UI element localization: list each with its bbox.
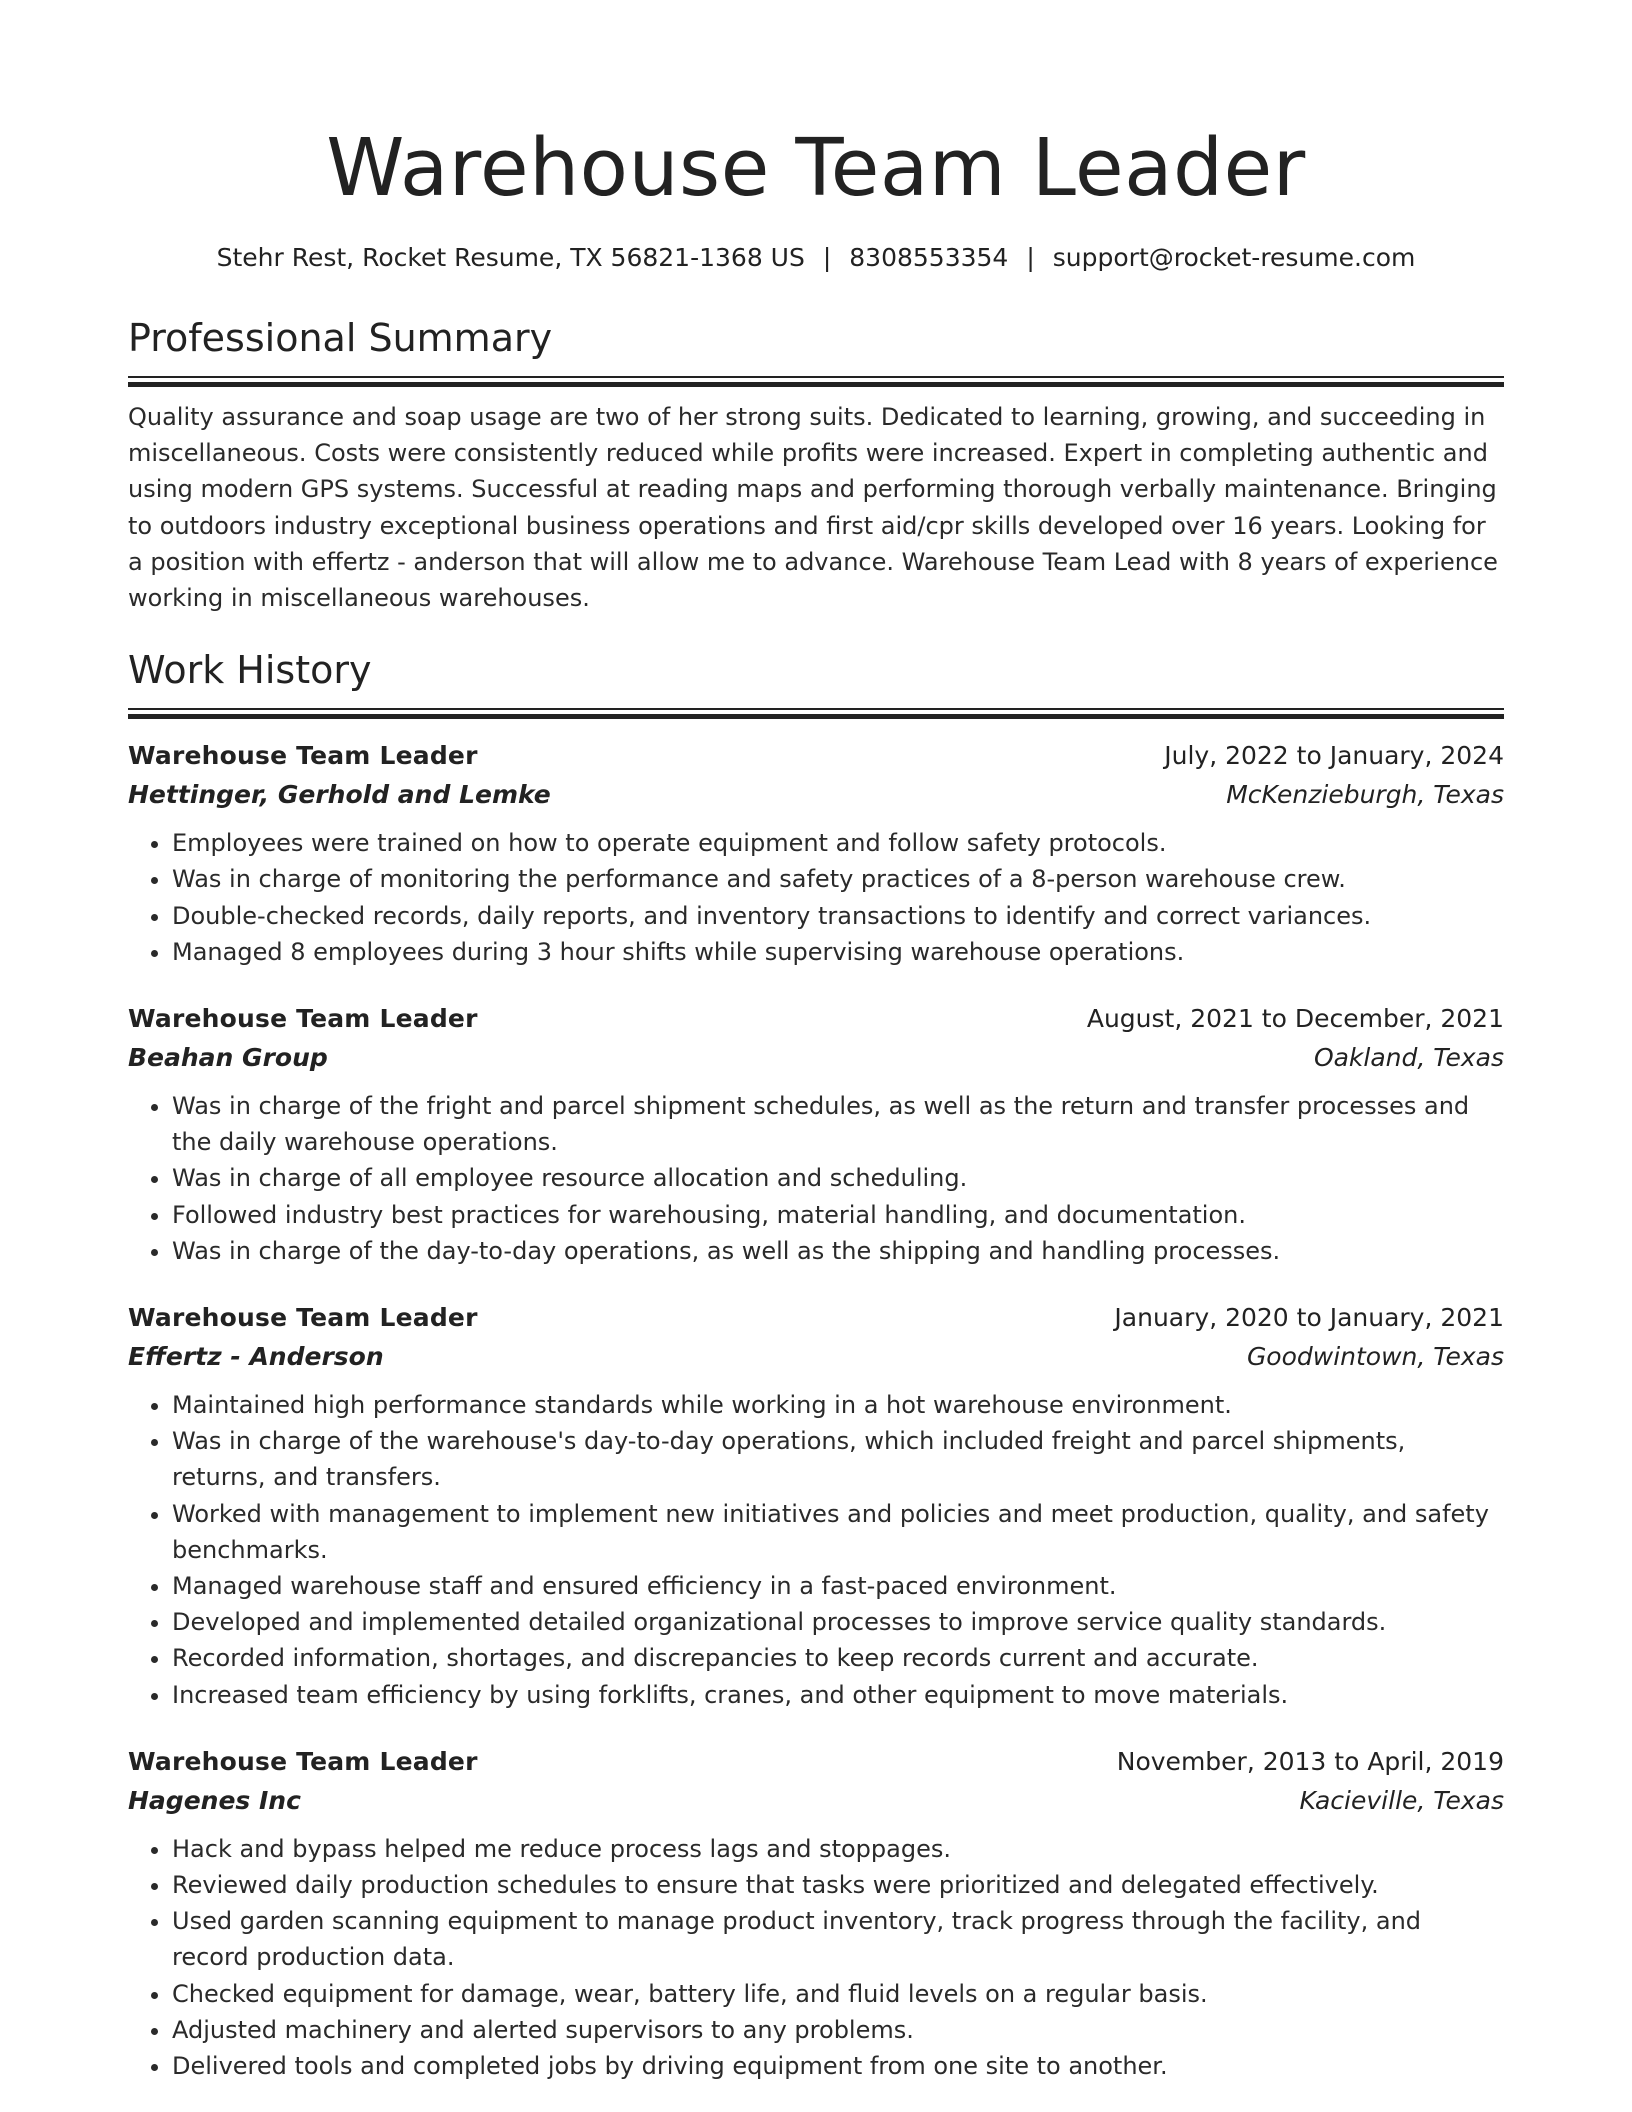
resume-name: Warehouse Team Leader xyxy=(326,122,1306,214)
job-title: Warehouse Team Leader xyxy=(128,1004,478,1034)
contact-line xyxy=(128,240,1504,276)
summary-text: Quality assurance and soap usage are two of her strong suits. Dedicated to learning, growing, and succeeding in miscellaneous. Costs were consistently reduced while profits were increased. Expert in completing authentic and using modern GPS systems. Successful at reading maps and performing thorough verbally maintenance. Bringing to outdoors industry exceptional business operations and first aid/cpr skills developed over 16 years. Looking for a position with effertz - anderson that will allow me to advance. Warehouse Team Lead with 8 years of experience working in miscellaneous warehouses. xyxy=(128,403,1498,613)
job-entry xyxy=(128,1743,1504,2084)
job-company-row xyxy=(128,775,1504,815)
job-location: Oakland, Texas xyxy=(1313,1043,1504,1073)
job-dates: January, 2020 to January, 2021 xyxy=(1114,1303,1504,1333)
job-company-row xyxy=(128,1038,1504,1078)
contact-phone: 8308553354 xyxy=(849,243,1009,272)
job-bullets xyxy=(128,1387,1504,1713)
job-location: Goodwintown, Texas xyxy=(1246,1342,1504,1372)
job-entry xyxy=(128,737,1504,970)
job-bullet: • Developed and implemented detailed organizational processes to improve service quality standards. xyxy=(172,1604,1504,1640)
job-bullet: • Followed industry best practices for warehousing, material handling, and documentation. xyxy=(172,1197,1504,1233)
job-bullet: • Recorded information, shortages, and discrepancies to keep records current and accurate. xyxy=(172,1640,1504,1676)
job-bullet: • Double-checked records, daily reports, and inventory transactions to identify and correct variances. xyxy=(172,898,1504,934)
job-bullet: • Employees were trained on how to operate equipment and follow safety protocols. xyxy=(172,825,1504,861)
job-bullet: • Was in charge of the warehouse's day-to-day operations, which included freight and parcel shipments, returns, and transfers. xyxy=(172,1423,1504,1495)
job-bullet: • Adjusted machinery and alerted supervisors to any problems. xyxy=(172,2012,1504,2048)
job-company-row xyxy=(128,1337,1504,1377)
job-bullet: • Was in charge of monitoring the performance and safety practices of a 8-person warehouse crew. xyxy=(172,861,1504,897)
section-heading: Work History xyxy=(128,648,372,693)
job-title: Warehouse Team Leader xyxy=(128,741,478,771)
job-bullet: • Was in charge of the fright and parcel shipment schedules, as well as the return and transfer processes and the daily warehouse operations. xyxy=(172,1088,1504,1160)
job-title: Warehouse Team Leader xyxy=(128,1303,478,1333)
job-company: Effertz - Anderson xyxy=(128,1342,384,1372)
job-entry xyxy=(128,1299,1504,1713)
job-bullet: • Increased team efficiency by using forklifts, cranes, and other equipment to move materials. xyxy=(172,1677,1504,1713)
job-dates: July, 2022 to January, 2024 xyxy=(1164,741,1504,771)
job-company: Hagenes Inc xyxy=(128,1785,301,1815)
job-dates: November, 2013 to April, 2019 xyxy=(1116,1746,1504,1776)
contact-address: Stehr Rest, Rocket Resume, TX 56821-1368 US xyxy=(216,243,805,272)
job-title: Warehouse Team Leader xyxy=(128,1746,478,1776)
job-bullets xyxy=(128,825,1504,970)
job-company-row xyxy=(128,1781,1504,1821)
job-company: Hettinger, Gerhold and Lemke xyxy=(128,780,551,810)
job-bullet: • Reviewed daily production schedules to ensure that tasks were prioritized and delegated effectively. xyxy=(172,1867,1504,1903)
job-location: McKenzieburgh, Texas xyxy=(1226,780,1504,810)
job-bullet: • Used garden scanning equipment to manage product inventory, track progress through the facility, and record production data. xyxy=(172,1903,1504,1975)
job-header-row xyxy=(128,737,1504,775)
job-bullet: • Managed 8 employees during 3 hour shifts while supervising warehouse operations. xyxy=(172,934,1504,970)
section-divider xyxy=(128,708,1504,719)
job-bullet: • Was in charge of all employee resource allocation and scheduling. xyxy=(172,1160,1504,1196)
work-history-section xyxy=(128,646,1504,2084)
job-header-row xyxy=(128,1743,1504,1781)
job-company: Beahan Group xyxy=(128,1043,328,1073)
job-bullet: • Hack and bypass helped me reduce process lags and stoppages. xyxy=(172,1831,1504,1867)
contact-email: support@rocket-resume.com xyxy=(1052,243,1416,272)
section-heading: Professional Summary xyxy=(128,316,553,360)
professional-summary-section xyxy=(128,314,1504,616)
job-bullet: • Maintained high performance standards while working in a hot warehouse environment. xyxy=(172,1387,1504,1423)
job-bullet: • Was in charge of the day-to-day operations, as well as the shipping and handling processes. xyxy=(172,1233,1504,1269)
section-divider xyxy=(128,376,1504,387)
job-bullet: • Checked equipment for damage, wear, battery life, and fluid levels on a regular basis. xyxy=(172,1976,1504,2012)
job-bullet: • Managed warehouse staff and ensured efficiency in a fast-paced environment. xyxy=(172,1568,1504,1604)
job-bullet: • Worked with management to implement new initiatives and policies and meet production, quality, and safety benchmarks. xyxy=(172,1496,1504,1568)
job-header-row xyxy=(128,1299,1504,1337)
job-header-row xyxy=(128,1000,1504,1038)
job-bullets xyxy=(128,1831,1504,2084)
job-bullet: • Delivered tools and completed jobs by driving equipment from one site to another. xyxy=(172,2048,1504,2084)
contact-separator: | xyxy=(822,243,832,272)
contact-separator: | xyxy=(1026,243,1035,272)
job-location: Kacieville, Texas xyxy=(1299,1785,1504,1815)
resume-page xyxy=(128,0,1504,2084)
job-dates: August, 2021 to December, 2021 xyxy=(1086,1004,1504,1034)
job-bullets xyxy=(128,1088,1504,1269)
job-entry xyxy=(128,1000,1504,1269)
